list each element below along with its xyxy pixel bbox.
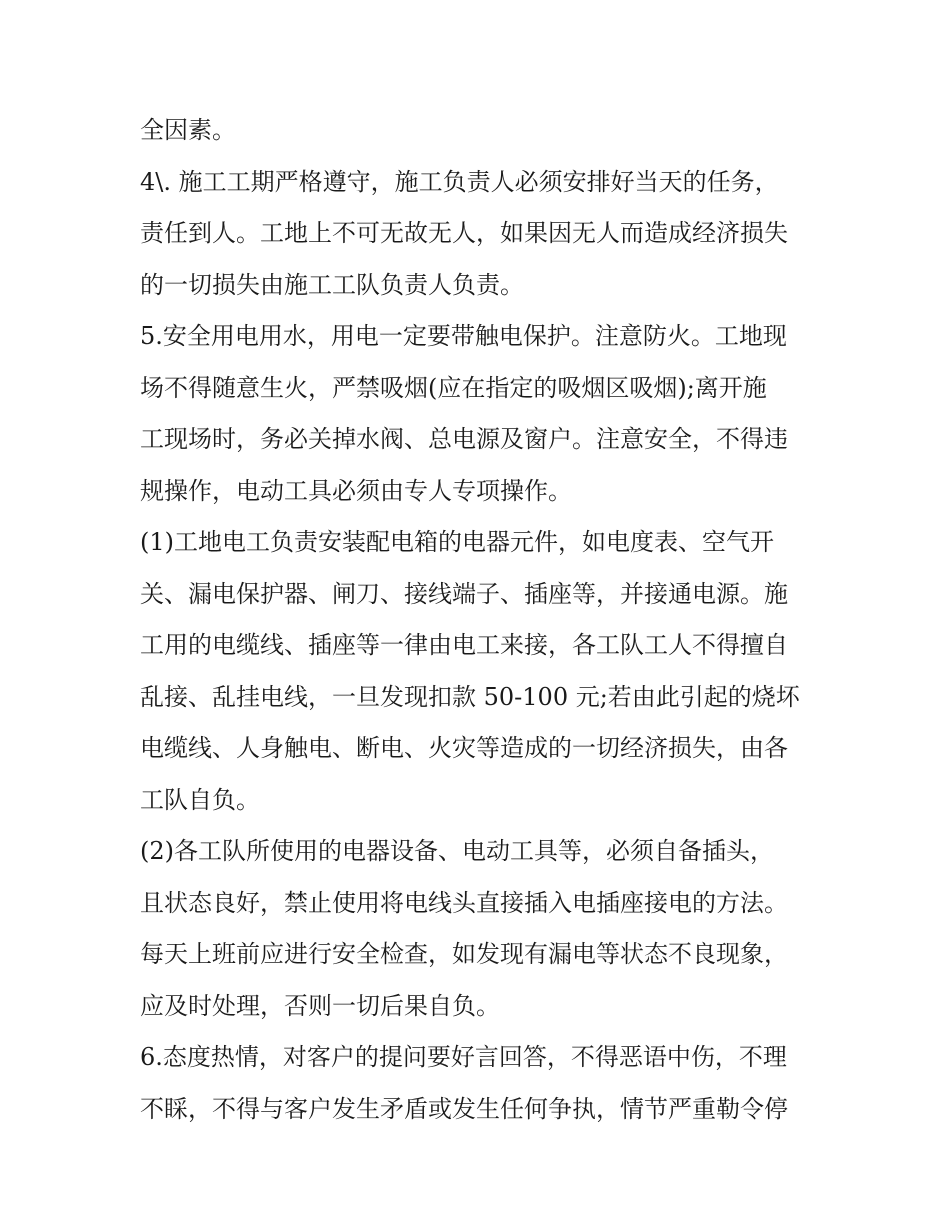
text-line: 4\. 施工工期严格遵守，施工负责人必须安排好当天的任务， — [140, 167, 779, 196]
document-body — [140, 105, 820, 1135]
text-line: 关、漏电保护器、闸刀、接线端子、插座等，并接通电源。施 — [140, 579, 788, 608]
text-line: 规操作，电动工具必须由专人专项操作。 — [140, 476, 572, 505]
text-line: 场不得随意生火，严禁吸烟(应在指定的吸烟区吸烟);离开施 — [140, 373, 767, 402]
text-line: 应及时处理，否则一切后果自负。 — [140, 991, 500, 1020]
text-line: (1)工地电工负责安装配电箱的电器元件，如电度表、空气开 — [140, 528, 774, 556]
text-line: 6.态度热情，对客户的提问要好言回答，不得恶语中伤，不理 — [140, 1043, 787, 1071]
text-line: 不睬，不得与客户发生矛盾或发生任何争执，情节严重勒令停 — [140, 1094, 788, 1123]
text-line: (2)各工队所使用的电器设备、电动工具等，必须自备插头， — [140, 837, 774, 865]
text-line: 工用的电缆线、插座等一律由电工来接，各工队工人不得擅自 — [140, 631, 788, 659]
text-line: 的一切损失由施工工队负责人负责。 — [140, 270, 524, 299]
text-line: 全因素。 — [140, 116, 236, 144]
text-line: 乱接、乱挂电线，一旦发现扣款 50-100 元;若由此引起的烧坏 — [140, 682, 800, 711]
text-line: 工队自负。 — [140, 785, 260, 814]
text-line: 电缆线、人身触电、断电、火灾等造成的一切经济损失，由各 — [140, 734, 788, 762]
text-line: 5.安全用电用水，用电一定要带触电保护。注意防火。工地现 — [140, 322, 787, 350]
text-line: 且状态良好，禁止使用将电线头直接插入电插座接电的方法。 — [140, 888, 788, 917]
text-line: 工现场时，务必关掉水阀、总电源及窗户。注意安全，不得违 — [140, 425, 788, 453]
text-line: 每天上班前应进行安全检查，如发现有漏电等状态不良现象， — [140, 940, 788, 968]
text-line: 责任到人。工地上不可无故无人，如果因无人而造成经济损失 — [140, 219, 788, 247]
